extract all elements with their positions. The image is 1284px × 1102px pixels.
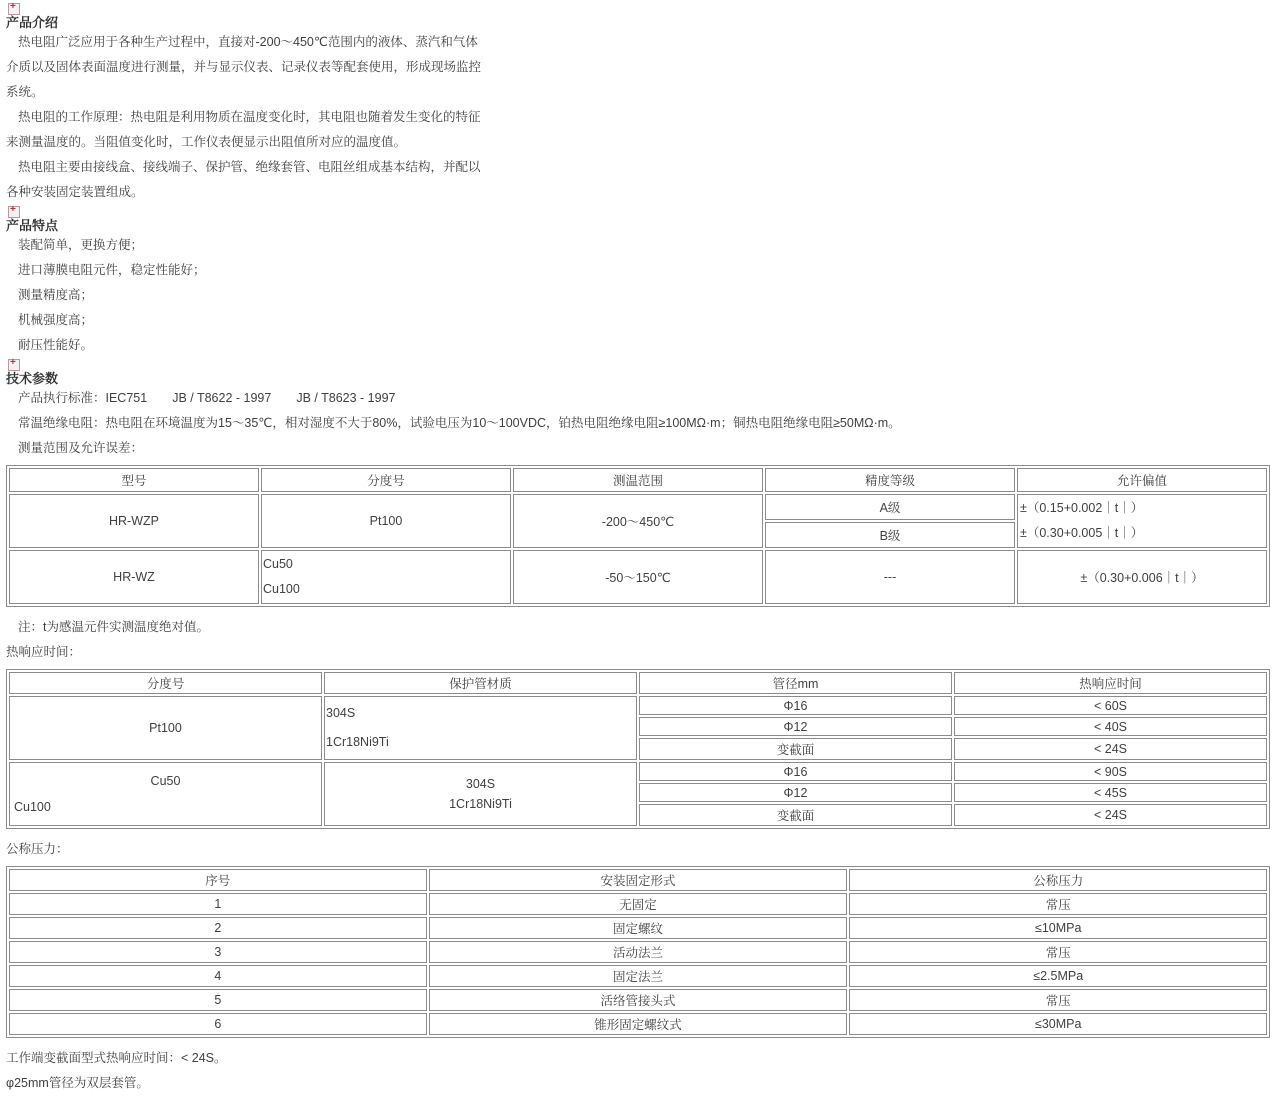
cell-grade: --- — [765, 550, 1015, 604]
cell-deviation — [1017, 494, 1267, 548]
broken-image-icon — [8, 3, 20, 15]
cell-mounting: 固定法兰 — [429, 965, 848, 987]
paragraph-line: 来测量温度的。当阻值变化时，工作仪表便显示出阻值所对应的温度值。 — [6, 135, 407, 149]
feature-line: 耐压性能好。 — [18, 338, 94, 352]
cell-time: < 60S — [954, 696, 1267, 715]
header-cell: 型号 — [9, 468, 259, 492]
broken-image-icon — [8, 206, 20, 218]
cell-mounting: 活络管接头式 — [429, 989, 848, 1011]
cell-pressure: 常压 — [849, 941, 1267, 963]
cell-grade: B级 — [765, 522, 1015, 548]
cell-deviation: ±（0.30+0.006｜t｜） — [1017, 550, 1267, 604]
table-header-row — [9, 869, 1267, 891]
cell-line: Cu50 — [150, 774, 181, 788]
broken-image-icon — [8, 359, 20, 371]
cell-time: < 90S — [954, 762, 1267, 781]
cell-mounting: 活动法兰 — [429, 941, 848, 963]
feature-line: 机械强度高； — [18, 313, 94, 327]
cell-index: 3 — [9, 941, 427, 963]
cell-line: Cu100 — [14, 800, 51, 814]
paragraph-line: 介质以及固体表面温度进行测量，并与显示仪表、记录仪表等配套使用，形成现场监控 — [6, 60, 482, 74]
cell-material — [324, 762, 637, 826]
cell-pressure: 常压 — [849, 989, 1267, 1011]
header-cell: 测温范围 — [513, 468, 763, 492]
cell-graduation — [261, 550, 511, 604]
cell-line: 304S — [465, 777, 496, 791]
cell-pressure: ≤2.5MPa — [849, 965, 1267, 987]
cell-time: < 45S — [954, 783, 1267, 802]
cell-diameter: Φ12 — [639, 717, 952, 736]
pressure-label: 公称压力： — [6, 842, 69, 856]
table-row — [9, 494, 1267, 520]
cell-mounting: 无固定 — [429, 893, 848, 915]
header-cell: 分度号 — [9, 672, 322, 694]
header-cell: 允许偏值 — [1017, 468, 1267, 492]
cell-mounting: 固定螺纹 — [429, 917, 848, 939]
cell-line: Cu50 — [263, 557, 293, 571]
cell-time: < 24S — [954, 738, 1267, 760]
cell-line: 1Cr18Ni9Ti — [449, 797, 512, 811]
cell-grade: A级 — [765, 494, 1015, 520]
table-note: 注：t为感温元件实测温度绝对值。 — [18, 620, 209, 634]
header-cell: 公称压力 — [849, 869, 1267, 891]
cell-graduation: Pt100 — [9, 696, 322, 760]
cell-pressure: 常压 — [849, 893, 1267, 915]
tech-line: 测量范围及允许误差： — [18, 441, 144, 455]
cell-line: 304S — [326, 706, 356, 720]
paragraph-line: 热电阻的工作原理：热电阻是利用物质在温度变化时，其电阻也随着发生变化的特征 — [18, 110, 481, 124]
feature-line: 进口薄膜电阻元件，稳定性能好； — [18, 263, 206, 277]
footer-line: 工作端变截面型式热响应时间：< 24S。 — [6, 1051, 227, 1065]
cell-pressure: ≤30MPa — [849, 1013, 1267, 1035]
paragraph-line: 系统。 — [6, 85, 44, 99]
table-row — [9, 989, 1267, 1011]
cell-diameter: 变截面 — [639, 738, 952, 760]
footer-line: φ25mm管径为双层套管。 — [6, 1076, 149, 1090]
cell-pressure: ≤10MPa — [849, 917, 1267, 939]
table-header-row — [9, 468, 1267, 492]
cell-line: 1Cr18Ni9Ti — [326, 735, 389, 749]
cell-graduation: Pt100 — [261, 494, 511, 548]
cell-index: 2 — [9, 917, 427, 939]
cell-material — [324, 696, 637, 760]
cell-index: 4 — [9, 965, 427, 987]
table-row — [9, 696, 1267, 715]
paragraph-line: 热电阻广泛应用于各种生产过程中，直接对-200～450℃范围内的液体、蒸汽和气体 — [18, 35, 478, 49]
section-title-features: 产品特点 — [6, 218, 59, 233]
response-time-table — [6, 669, 1270, 829]
table-row — [9, 917, 1267, 939]
cell-range: -50～150℃ — [513, 550, 763, 604]
table-header-row — [9, 672, 1267, 694]
tech-line: 常温绝缘电阻：热电阻在环境温度为15～35℃，相对湿度不大于80%，试验电压为10～100VDC，铂热电阻绝缘电阻≥100MΩ·m；铜热电阻绝缘电阻≥50MΩ·m。 — [18, 416, 901, 430]
cell-mounting: 锥形固定螺纹式 — [429, 1013, 848, 1035]
header-cell: 序号 — [9, 869, 427, 891]
header-cell: 安装固定形式 — [429, 869, 848, 891]
response-time-label: 热响应时间： — [6, 645, 82, 659]
section-title-tech: 技术参数 — [6, 371, 59, 386]
cell-time: < 40S — [954, 717, 1267, 736]
section-title-intro: 产品介绍 — [6, 15, 59, 30]
cell-diameter: Φ16 — [639, 762, 952, 781]
cell-index: 6 — [9, 1013, 427, 1035]
table-row — [9, 941, 1267, 963]
header-cell: 精度等级 — [765, 468, 1015, 492]
cell-index: 1 — [9, 893, 427, 915]
tech-line: 产品执行标准：IEC751 JB / T8622 - 1997 JB / T8623 - 1997 — [18, 391, 396, 405]
feature-line: 测量精度高； — [18, 288, 94, 302]
cell-time: < 24S — [954, 804, 1267, 826]
paragraph-line: 热电阻主要由接线盒、接线端子、保护管、绝缘套管、电阻丝组成基本结构，并配以 — [18, 160, 481, 174]
header-cell: 保护管材质 — [324, 672, 637, 694]
cell-line: ±（0.30+0.005｜t｜） — [1020, 526, 1144, 540]
cell-index: 5 — [9, 989, 427, 1011]
header-cell: 分度号 — [261, 468, 511, 492]
cell-model: HR-WZP — [9, 494, 259, 548]
cell-line: ±（0.15+0.002｜t｜） — [1020, 501, 1144, 515]
paragraph-line: 各种安装固定装置组成。 — [6, 185, 144, 199]
table-row — [9, 762, 1267, 781]
table-row — [9, 550, 1267, 604]
feature-line: 装配简单，更换方便； — [18, 238, 144, 252]
cell-diameter: 变截面 — [639, 804, 952, 826]
nominal-pressure-table — [6, 866, 1270, 1038]
cell-diameter: Φ16 — [639, 696, 952, 715]
cell-diameter: Φ12 — [639, 783, 952, 802]
measure-range-table — [6, 465, 1270, 607]
header-cell: 管径mm — [639, 672, 952, 694]
cell-model: HR-WZ — [9, 550, 259, 604]
table-row — [9, 1013, 1267, 1035]
cell-line: Cu100 — [263, 582, 300, 596]
table-row — [9, 965, 1267, 987]
cell-graduation — [9, 762, 322, 826]
header-cell: 热响应时间 — [954, 672, 1267, 694]
table-row — [9, 893, 1267, 915]
cell-range: -200～450℃ — [513, 494, 763, 548]
